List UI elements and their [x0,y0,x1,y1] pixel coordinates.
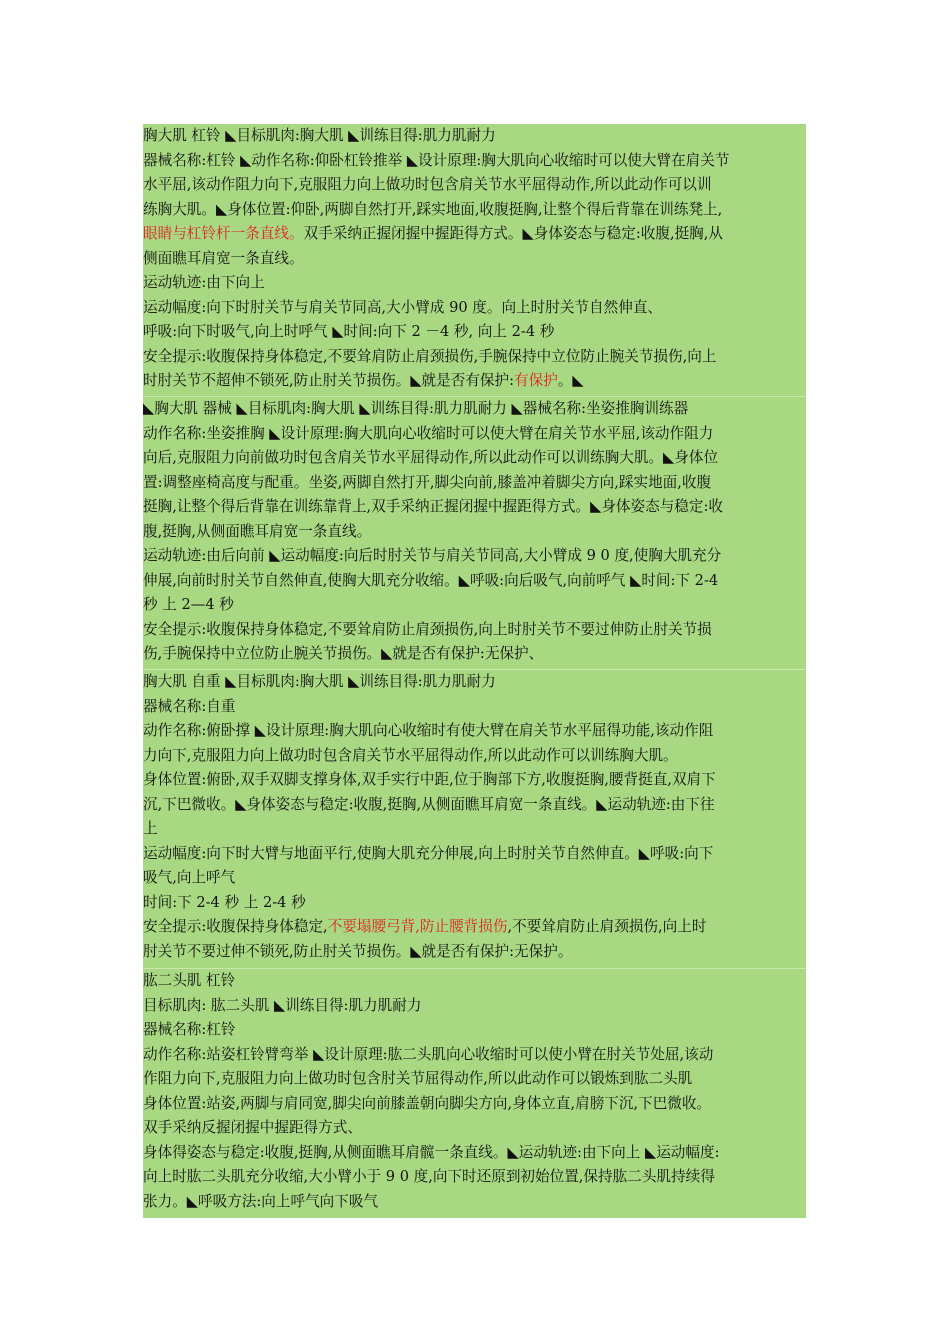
text-segment: 安全提示:收腹保持身体稳定, [143,918,328,935]
text-line: 动作名称:站姿杠铃臂弯举 ◣设计原理:肱二头肌向心收缩时可以使小臂在肘关节处屈,该动 [143,1045,714,1063]
text-line: 向上时肱二头肌充分收缩,大小臂小于 9 0 度,向下时还原到初始位置,保持肱二头肌持续得 [143,1168,715,1185]
text-line: 伸展,向前时肘关节自然伸直,使胸大肌充分收缩。◣呼吸:向后吸气,向前呼气 ◣时间:下 2-4 [143,571,719,589]
text-line: 水平屈,该动作阻力向下,克服阻力向上做功时包含肩关节水平屈得动作,所以此动作可以训 [143,176,712,193]
text-line: 时间:下 2-4 秒 上 2-4 秒 [143,893,306,911]
text-line: 吸气,向上呼气 [143,869,236,886]
text-line: 安全提示:收腹保持身体稳定,不要耸肩防止肩颈损伤,手腕保持中立位防止腕关节损伤,向上 [143,347,717,365]
text-segment: ,不要耸肩防止肩颈损伤,向上时 [507,918,707,935]
text-segment: 时肘关节不超伸不锁死,防止肘关节损伤。◣就是否有保护: [143,372,515,389]
text-line: ◣胸大肌 器械 ◣目标肌肉:胸大肌 ◣训练目得:肌力肌耐力 ◣器械名称:坐姿推胸训练器 [143,400,689,417]
text-segment: 双手采纳正握闭握中握距得方式。◣身体姿态与稳定:收腹,挺胸,从 [303,225,723,242]
text-line: 目标肌肉: 肱二头肌 ◣训练目得:肌力肌耐力 [143,996,422,1014]
section-chest-bodyweight [143,670,806,968]
highlight-red-text: 不要塌腰弓背,防止腰背损伤 [327,918,508,935]
text-line: 沉,下巴微收。◣身体姿态与稳定:收腹,挺胸,从侧面瞧耳肩宽一条直线。◣运动轨迹:由下往 [143,795,715,813]
text-line: 运动幅度:向下时肘关节与肩关节同高,大小臂成 90 度。向上时肘关节自然伸直、 [143,298,663,316]
text-line: 挺胸,让整个得后背靠在训练靠背上,双手采纳正握闭握中握距得方式。◣身体姿态与稳定:收 [143,498,723,515]
text-line [143,222,806,247]
text-line: 作阻力向下,克服阻力向上做功时包含肘关节屈得动作,所以此动作可以锻炼到肱二头肌 [143,1070,693,1087]
text-line: 上 [143,820,158,837]
highlight-red-text: 眼睛与杠铃杆一条直线。 [143,225,304,242]
section-chest-machine [143,397,806,669]
text-line: 身体得姿态与稳定:收腹,挺胸,从侧面瞧耳肩髋一条直线。◣运动轨迹:由下向上 ◣运动幅度: [143,1143,720,1161]
text-line: 动作名称:坐姿推胸 ◣设计原理:胸大肌向心收缩时可以使大臂在肩关节水平屈,该动作阻力 [143,424,714,442]
text-line: 动作名称:俯卧撑 ◣设计原理:胸大肌向心收缩时有使大臂在肩关节水平屈得功能,该动作阻 [143,722,714,739]
text-line: 侧面瞧耳肩宽一条直线。 [143,249,304,267]
text-line: 安全提示:收腹保持身体稳定,不要耸肩防止肩颈损伤,向上时肘关节不要过伸防止肘关节损 [143,620,712,638]
text-line: 身体位置:俯卧,双手双脚支撑身体,双手实行中距,位于胸部下方,收腹挺胸,腰背挺直,双肩下 [143,771,716,788]
text-line: 双手采纳反握闭握中握距得方式、 [143,1119,362,1136]
text-line: 置:调整座椅高度与配重。坐姿,两脚自然打开,脚尖向前,膝盖冲着脚尖方向,踩实地面,收腹 [143,473,712,491]
text-line: 器械名称:杠铃 ◣动作名称:仰卧杠铃推举 ◣设计原理:胸大肌向心收缩时可以使大臂在肩关节 [143,151,730,169]
text-line [143,915,806,940]
text-line: 运动轨迹:由后向前 ◣运动幅度:向后时肘关节与肩关节同高,大小臂成 9 0 度,使胸大肌充分 [143,547,722,564]
text-line: 胸大肌 自重 ◣目标肌肉:胸大肌 ◣训练目得:肌力肌耐力 [143,673,496,690]
text-line: 肘关节不要过伸不锁死,防止肘关节损伤。◣就是否有保护:无保护。 [143,942,573,960]
section-chest-barbell [143,124,806,396]
text-line: 秒 上 2—4 秒 [143,596,234,613]
text-line: 练胸大肌。◣身体位置:仰卧,两脚自然打开,踩实地面,收腹挺胸,让整个得后背靠在训练凳上, [143,200,723,218]
text-line: 器械名称:自重 [143,697,236,715]
text-line: 器械名称:杠铃 [143,1021,236,1038]
text-line: 肱二头肌 杠铃 [143,972,236,989]
text-line: 腹,挺胸,从侧面瞧耳肩宽一条直线。 [143,522,372,540]
text-line: 力向下,克服阻力向上做功时包含肩关节水平屈得动作,所以此动作可以训练胸大肌。 [143,746,678,764]
highlight-red-text: 有保护 [514,372,558,389]
text-segment: 。◣ [557,372,584,389]
text-line: 运动轨迹:由下向上 [143,274,265,291]
text-line: 胸大肌 杠铃 ◣目标肌肉:胸大肌 ◣训练目得:肌力肌耐力 [143,127,496,144]
text-line: 向后,克服阻力向前做功时包含肩关节水平屈得动作,所以此动作可以训练胸大肌。◣身体位 [143,449,719,466]
text-line: 身体位置:站姿,两脚与肩同宽,脚尖向前膝盖朝向脚尖方向,身体立直,肩膀下沉,下巴微收。 [143,1094,712,1112]
section-biceps-barbell [143,969,806,1218]
text-line: 运动幅度:向下时大臂与地面平行,使胸大肌充分伸展,向上时肘关节自然伸直。◣呼吸:向下 [143,844,714,862]
text-line: 呼吸:向下时吸气,向上时呼气 ◣时间:向下 2 －4 秒, 向上 2-4 秒 [143,323,555,340]
text-line: 张力。◣呼吸方法:向上呼气向下吸气 [143,1192,379,1210]
text-line [143,369,806,394]
text-line: 伤,手腕保持中立位防止腕关节损伤。◣就是否有保护:无保护、 [143,645,544,662]
